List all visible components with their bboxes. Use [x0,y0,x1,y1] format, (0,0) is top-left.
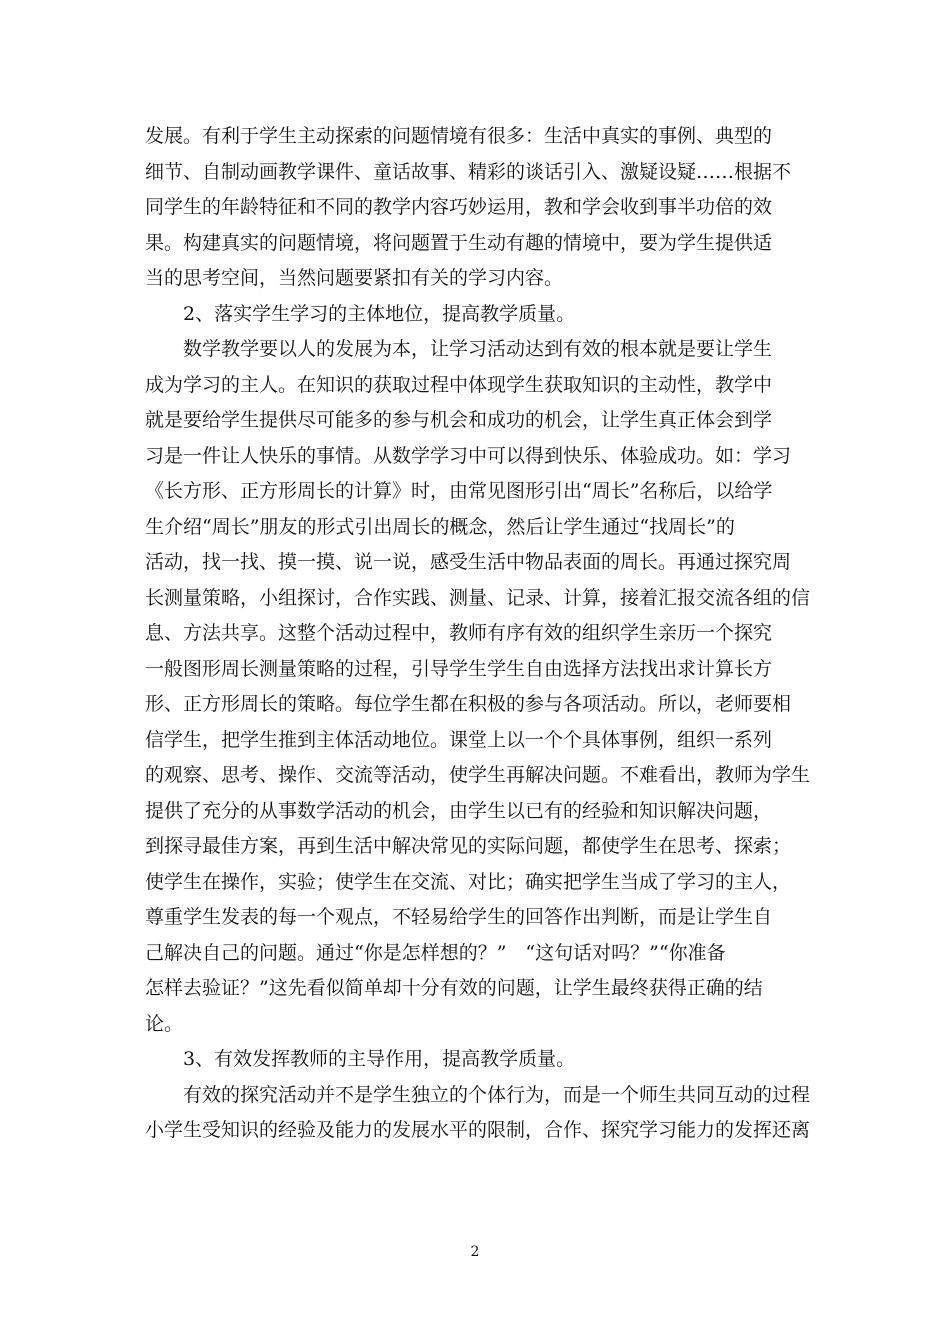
text-line: 《长方形、正方形周长的计算》时，由常见图形引出“周长”名称后，以给学 [145,480,773,502]
text-line: 发展。有利于学生主动探索的问题情境有很多：生活中真实的事例、典型的 [145,125,773,147]
text-line: 怎样去验证？”这先看似简单却十分有效的问题，让学生最终获得正确的结 [145,977,763,999]
text-line: 尊重学生发表的每一个观点，不轻易给学生的回答作出判断，而是让学生自 [145,906,773,928]
text-line: 果。构建真实的问题情境，将问题置于生动有趣的情境中，要为学生提供适 [145,232,773,254]
text-line: 生介绍“周长”朋友的形式引出周长的概念，然后让学生通过“找周长”的 [145,516,735,538]
text-line: 息、方法共享。这整个活动过程中，教师有序有效的组织学生亲历一个探究 [145,622,773,644]
text-line: 同学生的年龄特征和不同的教学内容巧妙运用，教和学会收到事半功倍的效 [145,196,773,218]
text-line: 活动，找一找、摸一摸、说一说，感受生活中物品表面的周长。再通过探究周 [145,551,792,573]
text-line: 2、落实学生学习的主体地位，提高教学质量。 [145,303,576,325]
text-line: 长测量策略，小组探讨，合作实践、测量、记录、计算，接着汇报交流各组的信 [145,587,811,609]
text-line: 使学生在操作，实验；使学生在交流、对比；确实把学生当成了学习的主人， [145,871,792,893]
text-line: 就是要给学生提供尽可能多的参与机会和成功的机会，让学生真正体会到学 [145,409,773,431]
text-line: 提供了充分的从事数学活动的机会，由学生以已有的经验和知识解决问题， [145,800,773,822]
text-line: 小学生受知识的经验及能力的发展水平的限制，合作、探究学习能力的发挥还离 [145,1119,811,1141]
text-line: 形、正方形周长的策略。每位学生都在积极的参与各项活动。所以，老师要相 [145,693,792,715]
text-line: 己解决自己的问题。通过“你是怎样想的？” “这句话对吗？”“你准备 [145,942,726,964]
text-line: 当的思考空间，当然问题要紧扣有关的学习内容。 [145,267,564,289]
text-line: 数学教学要以人的发展为本，让学习活动达到有效的根本就是要让学生 [145,338,773,360]
text-line: 论。 [145,1013,184,1035]
text-line: 到探寻最佳方案，再到生活中解决常见的实际问题，都使学生在思考、探索； [145,835,792,857]
text-line: 一般图形周长测量策略的过程，引导学生学生自由选择方法找出求计算长方 [145,658,773,680]
text-line: 有效的探究活动并不是学生独立的个体行为，而是一个师生共同互动的过程 [145,1084,811,1106]
page-number: 2 [470,1244,480,1260]
text-line: 信学生，把学生推到主体活动地位。课堂上以一个个具体事例，组织一系列 [145,729,773,751]
text-line: 成为学习的主人。在知识的获取过程中体现学生获取知识的主动性，教学中 [145,374,773,396]
text-line: 3、有效发挥教师的主导作用，提高教学质量。 [145,1048,576,1070]
text-line: 细节、自制动画教学课件、童话故事、精彩的谈话引入、激疑设疑……根据不 [145,161,792,183]
text-line: 的观察、思考、操作、交流等活动，使学生再解决问题。不难看出，教师为学生 [145,764,811,786]
text-line: 习是一件让人快乐的事情。从数学学习中可以得到快乐、体验成功。如：学习 [145,445,792,467]
